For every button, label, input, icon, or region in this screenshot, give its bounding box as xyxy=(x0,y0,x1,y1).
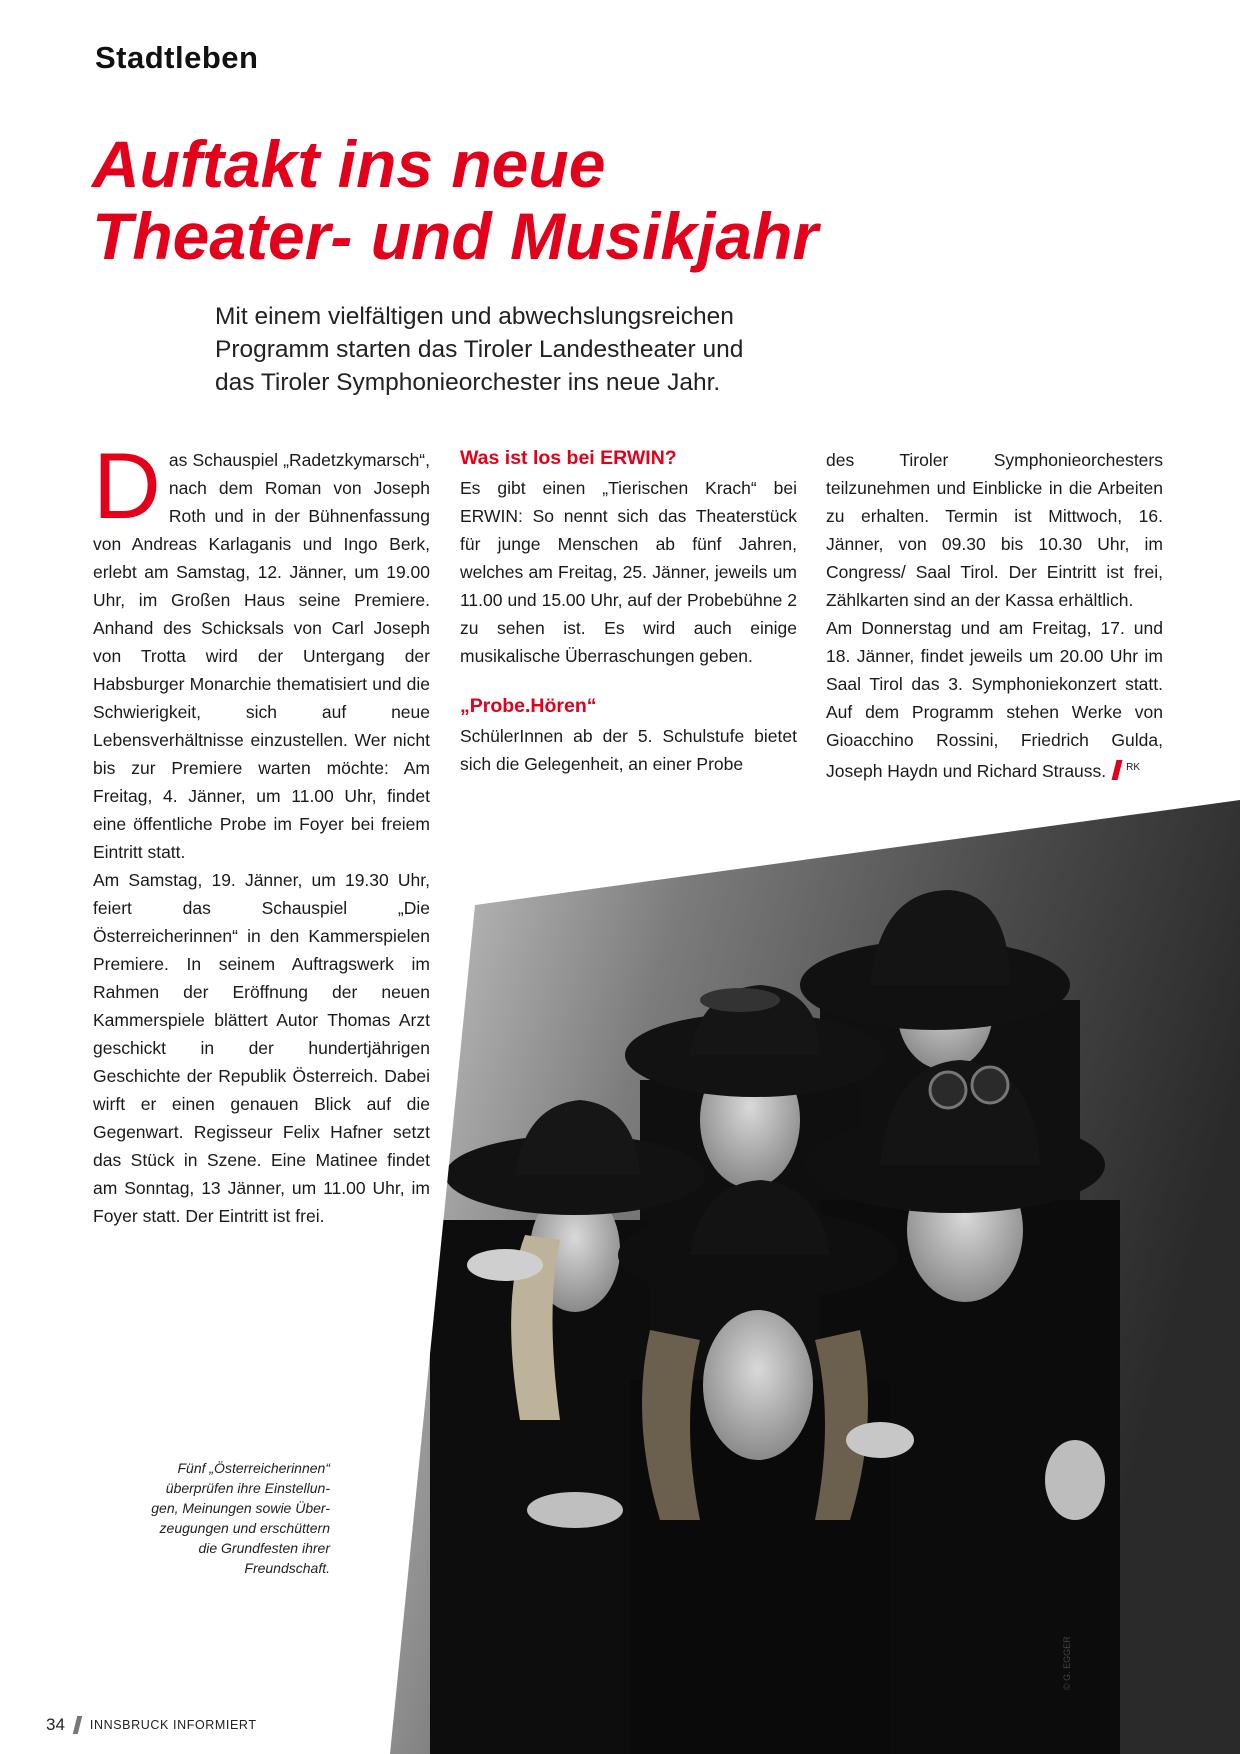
section-label: Stadtleben xyxy=(95,40,259,75)
caption-line-3: gen, Meinungen sowie Über- xyxy=(151,1500,330,1516)
intro-lead xyxy=(215,300,835,399)
page-footer xyxy=(46,1715,257,1735)
author-initials: RK xyxy=(1126,762,1141,773)
photo-credit: © G. EGGER xyxy=(1062,1636,1072,1690)
headline-line-2: Theater- und Musikjahr xyxy=(92,199,819,273)
column-2 xyxy=(460,444,797,778)
caption-line-1: Fünf „Österreicherinnen“ xyxy=(177,1460,330,1476)
headline-line-1: Auftakt ins neue xyxy=(92,127,606,201)
caption-line-6: Freundschaft. xyxy=(244,1560,330,1576)
caption-line-4: zeugungen und erschüttern xyxy=(159,1520,330,1536)
column-3-paragraph-1: des Tiroler Symphonieorchesters teilzunehmen und Einblicke in die Arbeiten zu erhalten. Termin ist Mittwoch, 16. Jänner, von 09.30 bis 10.30 Uhr, im Congress/ Saal Tirol. Der Eintritt ist frei, Zählkarten sind an der Kassa erhältlich. xyxy=(826,450,1163,610)
column-1 xyxy=(93,433,430,1230)
column-1-paragraph-1 xyxy=(93,433,430,866)
slash-icon xyxy=(73,1716,82,1734)
subhead-probe-hoeren: „Probe.Hören“ xyxy=(460,695,597,717)
column-1-text-1: as Schauspiel „Radetzkymarsch“, nach dem Roman von Joseph Roth und in der Bühnenfassung von Andreas Karlaganis und Ingo Berk, erlebt am Samstag, 12. Jänner, um 19.00 Uhr, im Großen Haus seine Premiere. Anhand des Schicksals von Carl Joseph von Trotta wird der Untergang der Habsburger Monarchie thematisiert und die Schwierigkeit, sich auf neue Lebensverhältnisse einzustellen. Wer nicht bis zur Premiere warten möchte: Am Freitag, 4. Jänner, um 11.00 Uhr, findet eine öffentliche Probe im Foyer bei freiem Eintritt statt. xyxy=(93,450,430,862)
column-3-paragraph-2 xyxy=(826,614,1163,785)
intro-line-3: das Tiroler Symphonieorchester ins neue Jahr. xyxy=(215,369,721,396)
headline xyxy=(92,128,1092,272)
dropcap: D xyxy=(93,433,161,538)
column-2-paragraph-2: SchülerInnen ab der 5. Schulstufe bietet sich die Gelegenheit, an einer Probe xyxy=(460,726,797,774)
caption-line-5: die Grundfesten ihrer xyxy=(198,1540,330,1556)
column-2-paragraph-1: Es gibt einen „Tierischen Krach“ bei ERWIN: So nennt sich das Theaterstück für junge Menschen ab fünf Jahren, welches am Freitag, 25. Jänner, jeweils um 11.00 und 15.00 Uhr, auf der Probebühne 2 zu sehen ist. Es wird auch einige musikalische Überraschungen geben. xyxy=(460,478,797,666)
page-number: 34 xyxy=(46,1715,65,1734)
subhead-erwin: Was ist los bei ERWIN? xyxy=(460,447,677,469)
column-3 xyxy=(826,446,1163,785)
end-mark-icon xyxy=(1112,760,1123,780)
intro-line-2: Programm starten das Tiroler Landestheater und xyxy=(215,336,744,363)
publication-name: INNSBRUCK INFORMIERT xyxy=(89,1718,257,1732)
column-3-text-2: Am Donnerstag und am Freitag, 17. und 18. Jänner, findet jeweils um 20.00 Uhr im Saal Tirol das 3. Symphoniekonzert statt. Auf dem Programm stehen Werke von Gioacchino Rossini, Friedrich Gulda, Joseph Haydn und Richard Strauss. xyxy=(826,618,1163,781)
intro-line-1: Mit einem vielfältigen und abwechslungsreichen xyxy=(215,303,734,330)
photo-caption xyxy=(140,1458,330,1578)
column-1-paragraph-2: Am Samstag, 19. Jänner, um 19.30 Uhr, feiert das Schauspiel „Die Österreicherinnen“ in den Kammerspielen Premiere. In seinem Auftragswerk im Rahmen der Eröffnung der neuen Kammerspiele blättert Autor Thomas Arzt geschickt in der hundertjährigen Geschichte der Republik Österreich. Dabei wirft er einen genauen Blick auf die Gegenwart. Regisseur Felix Hafner setzt das Stück in Szene. Eine Matinee findet am Sonntag, 13 Jänner, um 11.00 Uhr, im Foyer statt. Der Eintritt ist frei. xyxy=(93,870,430,1226)
caption-line-2: überprüfen ihre Einstellun- xyxy=(165,1480,330,1496)
